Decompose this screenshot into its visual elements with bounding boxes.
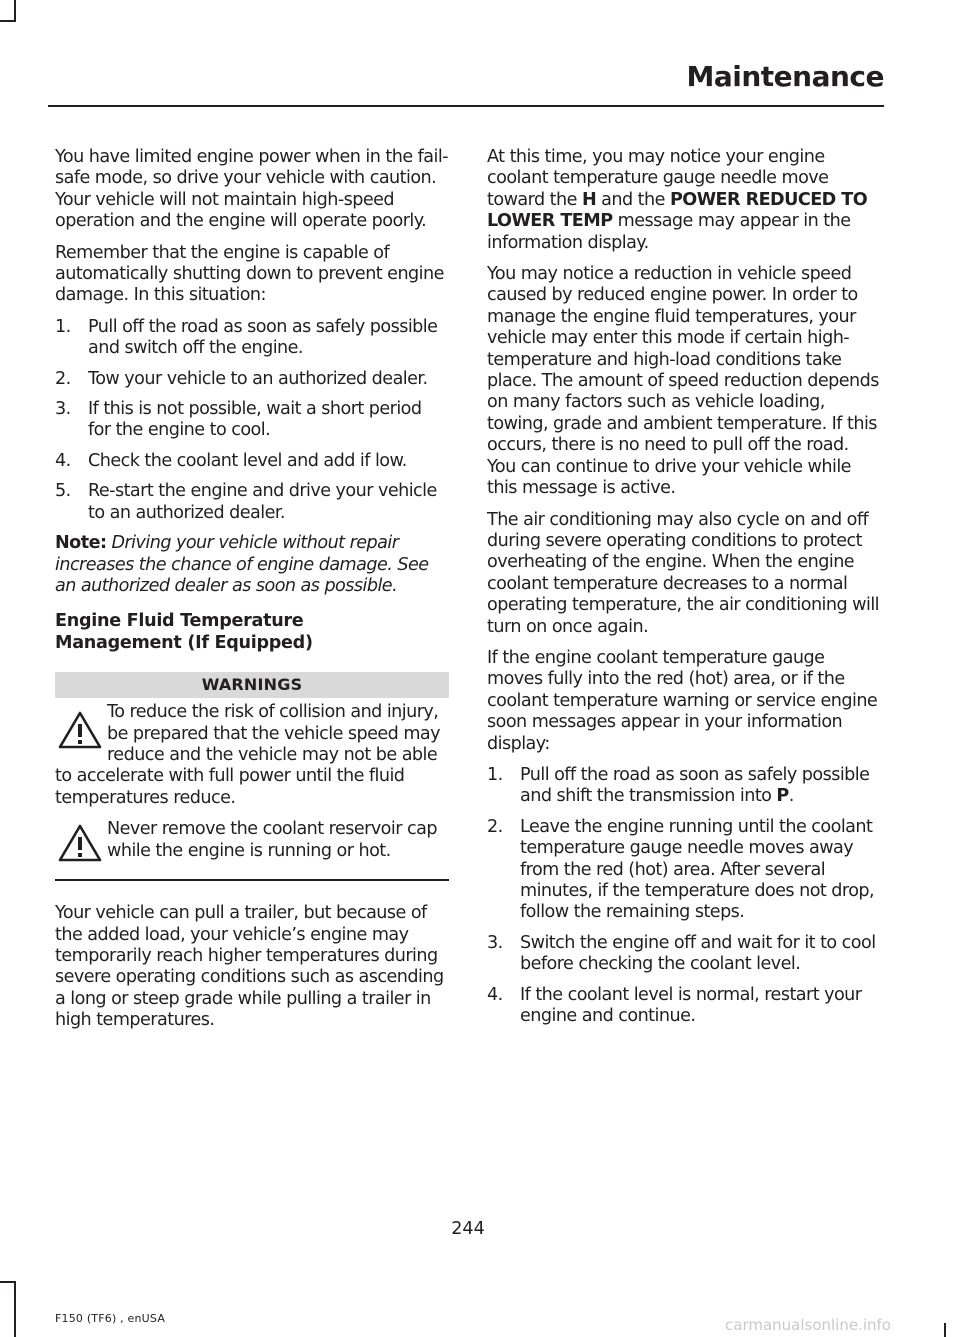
right-paragraph-1 [487, 147, 880, 254]
list-number: 2. [55, 368, 71, 389]
warning-triangle-icon [57, 710, 103, 750]
list-item [55, 317, 449, 360]
right-paragraph-3: The air conditioning may also cycle on and off during severe operating conditions to protect overheating of the engine. When the engine coolant temperature decreases to a normal operating temperature, the air conditioning will turn on once again. [487, 509, 880, 637]
warning-2-text: Never remove the coolant reservoir cap while the engine is running or hot. [107, 819, 437, 861]
crop-mark-bottom-left-h [0, 1281, 16, 1283]
overheat-steps-list [487, 765, 880, 1027]
list-number: 4. [487, 984, 503, 1005]
crop-mark-bottom-left-v [14, 1281, 16, 1337]
list-number: 1. [55, 316, 71, 337]
warnings-divider [55, 879, 449, 881]
left-paragraph-2: Remember that the engine is capable of automatically shutting down to prevent engine damage. In this situation: [55, 242, 444, 306]
shutdown-steps-list [55, 317, 449, 524]
list-text: Check the coolant level and add if low. [88, 450, 407, 471]
list-number: 4. [55, 450, 71, 471]
park-gear-label: P [776, 786, 789, 807]
note-text: Driving your vehicle without repair increases the chance of engine damage. See an authorized dealer as soon as possible. [55, 533, 429, 596]
text-run: . [788, 786, 794, 807]
warning-1 [55, 702, 449, 809]
list-item [487, 765, 880, 808]
list-item [55, 369, 449, 390]
note [55, 533, 449, 597]
watermark: carmanualsonline.info [725, 1316, 891, 1334]
list-text: Pull off the road as soon as safely possible and shift the transmission into [520, 764, 870, 807]
list-item [55, 451, 449, 472]
list-number: 3. [55, 399, 71, 420]
right-paragraph-2: You may notice a reduction in vehicle speed caused by reduced engine power. In order to manage the engine fluid temperatures, your vehicle may enter this mode if certain high-temperature and high-load conditions take place. The amount of speed reduction depends on many factors such as vehicle loading, towing, grade and ambient temperature. If this occurs, there is no need to pull off the road. You can continue to drive your vehicle while this message is active. [487, 264, 879, 499]
list-text: Leave the engine running until the coolant temperature gauge needle moves away from the red (hot) area. After several minutes, if the temperature does not drop, follow the remaining steps. [520, 816, 875, 923]
list-text: If this is not possible, wait a short period for the engine to cool. [88, 399, 422, 441]
header-divider [48, 105, 884, 107]
crop-mark-bottom-right-v [944, 1323, 946, 1337]
text-run: message may appear in the information display. [487, 211, 851, 253]
left-paragraph-3: Your vehicle can pull a trailer, but because of the added load, your vehicle’s engine may temporarily reach higher temperatures during severe operating conditions such as ascending a long or steep grade while pulling a trailer in high temperatures. [55, 903, 444, 1031]
footer-model-code: F150 (TF6) , enUSA [55, 1312, 166, 1325]
list-text: If the coolant level is normal, restart your engine and continue. [520, 984, 862, 1027]
left-paragraph-1: You have limited engine power when in the fail-safe mode, so drive your vehicle with caution. Your vehicle will not maintain high-speed operation and the engine will operate poorly. [55, 147, 448, 232]
right-column [487, 147, 880, 1036]
list-item [487, 933, 880, 976]
list-item [487, 985, 880, 1028]
note-label: Note: [55, 533, 107, 554]
list-text: Re-start the engine and drive your vehicle to an authorized dealer. [88, 481, 437, 523]
list-item [487, 817, 880, 924]
right-paragraph-4: If the engine coolant temperature gauge moves fully into the red (hot) area, or if the coolant temperature warning or service engine soon messages appear in your information display: [487, 647, 878, 754]
list-text: Tow your vehicle to an authorized dealer. [88, 368, 428, 389]
list-item [55, 399, 449, 442]
page-title: Maintenance [686, 60, 884, 93]
warning-1-text: To reduce the risk of collision and injury, be prepared that the vehicle speed may reduce and the vehicle may not be able to accelerate with full power until the fluid temperatures reduce. [55, 702, 441, 808]
crop-mark-top-left-h [0, 20, 16, 22]
list-text: Switch the engine off and wait for it to cool before checking the coolant level. [520, 932, 876, 975]
warning-triangle-icon [57, 823, 103, 863]
list-number: 5. [55, 481, 71, 502]
warnings-title-bar: WARNINGS [55, 672, 449, 698]
list-number: 2. [487, 816, 503, 837]
text-run: and the [596, 189, 670, 210]
section-heading [55, 611, 449, 654]
display-message: POWER REDUCED TO LOWER TEMP [487, 189, 868, 232]
list-number: 3. [487, 932, 503, 953]
list-text: Pull off the road as soon as safely possible and switch off the engine. [88, 316, 438, 359]
text-run: At this time, you may notice your engine coolant temperature gauge needle move toward the [487, 147, 829, 210]
list-item [55, 481, 449, 524]
gauge-h-label: H [581, 189, 597, 210]
list-number: 1. [487, 764, 503, 785]
warning-2 [55, 819, 449, 865]
crop-mark-top-left-v [14, 0, 16, 22]
section-heading-line-1: Engine Fluid Temperature [55, 611, 304, 632]
section-heading-line-2: Management (If Equipped) [55, 632, 313, 653]
left-column [55, 147, 449, 1042]
page-number: 244 [451, 1219, 485, 1239]
